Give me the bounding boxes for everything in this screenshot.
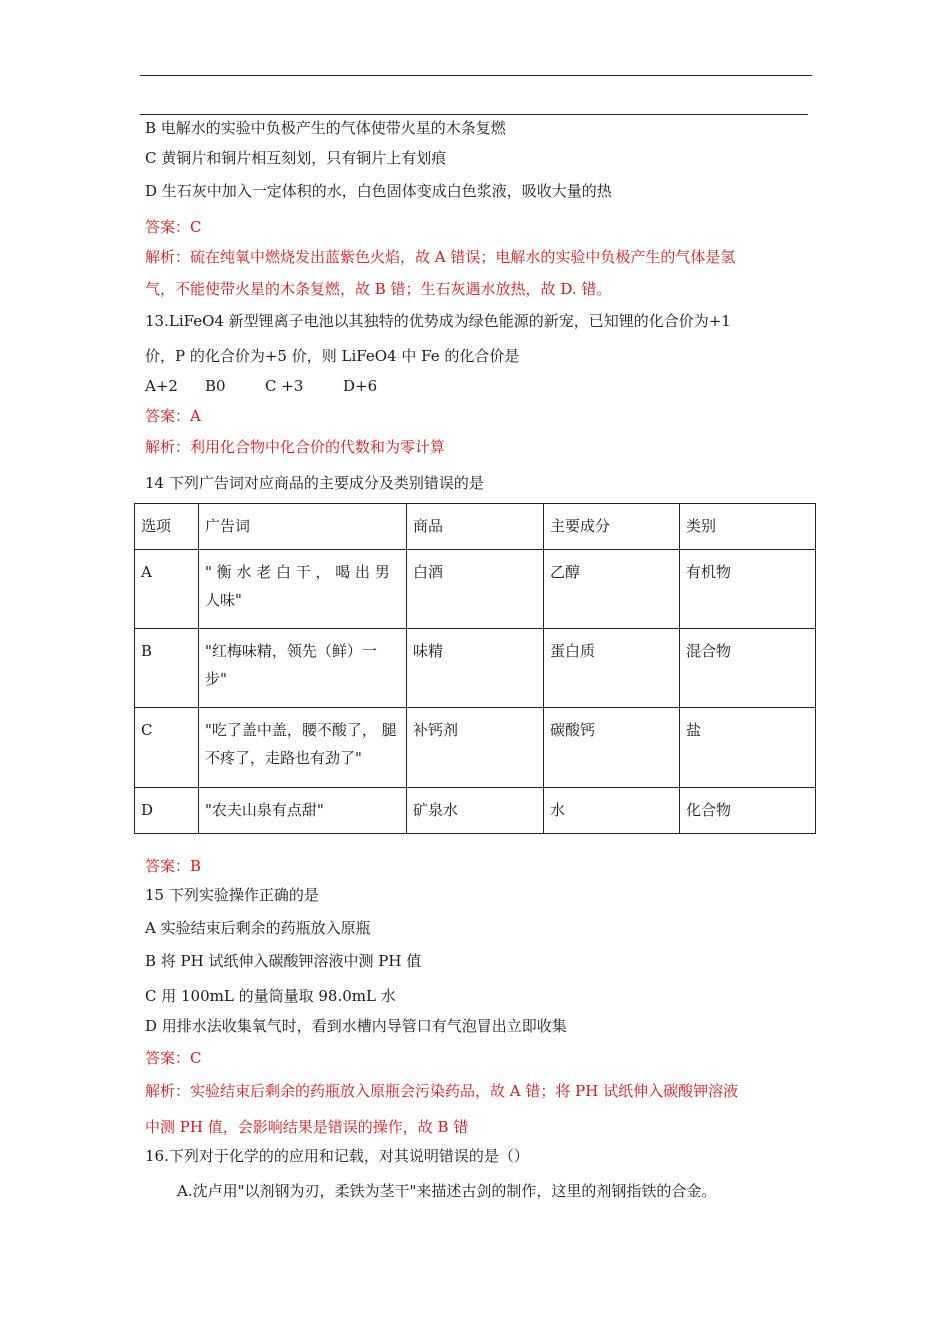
table-cell-category: 化合物: [680, 788, 816, 834]
table-cell-option: B: [135, 629, 199, 708]
q16-option-a: A.沈卢用"以剂钢为刃，柔铁为茎干"来描述古剑的制作，这里的剂钢指铁的合金。: [177, 1182, 717, 1200]
table-header-cell: 广告词: [199, 504, 407, 550]
q13-option-d: D+6: [343, 377, 378, 395]
q13-option-c: C +3: [265, 377, 304, 395]
q15-analysis-line-2: 中测 PH 值，会影响结果是错误的操作，故 B 错: [145, 1118, 469, 1136]
q14-answer: 答案：B: [145, 857, 202, 875]
q12-option-d: D 生石灰中加入一定体积的水，白色固体变成白色浆液，吸收大量的热: [145, 182, 612, 200]
table-row: [135, 550, 816, 629]
table-cell-slogan: "吃了盖中盖，腰不酸了， 腿不疼了，走路也有劲了": [199, 708, 407, 788]
table-row: [135, 629, 816, 708]
q13-answer: 答案：A: [145, 407, 201, 425]
table-cell-slogan: " 衡 水 老 白 干 ， 喝 出 男 人味": [199, 550, 407, 629]
q15-option-d: D 用排水法收集氧气时，看到水槽内导管口有气泡冒出立即收集: [145, 1017, 567, 1035]
header-rule: [140, 75, 812, 76]
q13-analysis: 解析：利用化合物中化合价的代数和为零计算: [145, 438, 446, 456]
q12-analysis-line-1: 解析：硫在纯氧中燃烧发出蓝紫色火焰，故 A 错误；电解水的实验中负极产生的气体是氢: [145, 248, 736, 266]
header-rule-secondary: [140, 114, 808, 115]
table-cell-product: 补钙剂: [407, 708, 544, 788]
table-cell-option: A: [135, 550, 199, 629]
table-row: [135, 708, 816, 788]
q15-option-b: B 将 PH 试纸伸入碳酸钾溶液中测 PH 值: [145, 952, 422, 970]
table-header-cell: 类别: [680, 504, 816, 550]
q12-option-c: C 黄铜片和铜片相互刻划，只有铜片上有划痕: [145, 149, 447, 167]
q12-option-b: B 电解水的实验中负极产生的气体使带火星的木条复燃: [145, 119, 506, 137]
q12-analysis-line-2: 气，不能使带火星的木条复燃，故 B 错；生石灰遇水放热，故 D. 错。: [145, 280, 612, 298]
table-header-cell: 选项: [135, 504, 199, 550]
table-cell-slogan: "农夫山泉有点甜": [199, 788, 407, 834]
q13-option-b: B0: [205, 377, 226, 395]
table-cell-category: 盐: [680, 708, 816, 788]
q12-answer: 答案：C: [145, 218, 202, 236]
q13-options: [145, 376, 377, 396]
table-cell-component: 碳酸钙: [544, 708, 680, 788]
table-cell-component: 蛋白质: [544, 629, 680, 708]
q15-analysis-line-1: 解析：实验结束后剩余的药瓶放入原瓶会污染药品，故 A 错；将 PH 试纸伸入碳酸钾溶液: [145, 1082, 739, 1100]
q14-table: [134, 503, 816, 834]
q15-stem: 15 下列实验操作正确的是: [145, 886, 319, 904]
q14-stem: 14 下列广告词对应商品的主要成分及类别错误的是: [145, 474, 484, 492]
table-row: [135, 788, 816, 834]
table-header-row: [135, 504, 816, 550]
table-cell-product: 白酒: [407, 550, 544, 629]
table-cell-category: 有机物: [680, 550, 816, 629]
q13-stem-line-1: 13.LiFeO4 新型锂离子电池以其独特的优势成为绿色能源的新宠，已知锂的化合价为+1: [145, 312, 731, 330]
table-header-cell: 主要成分: [544, 504, 680, 550]
table-header-cell: 商品: [407, 504, 544, 550]
table-cell-product: 味精: [407, 629, 544, 708]
q16-stem: 16.下列对于化学的的应用和记载，对其说明错误的是（）: [145, 1147, 529, 1165]
table-cell-slogan: "红梅味精，领先（鲜）一 步": [199, 629, 407, 708]
table-cell-option: D: [135, 788, 199, 834]
q13-stem-line-2: 价，P 的化合价为+5 价，则 LiFeO4 中 Fe 的化合价是: [145, 347, 520, 365]
table-cell-product: 矿泉水: [407, 788, 544, 834]
table-cell-category: 混合物: [680, 629, 816, 708]
table-cell-component: 乙醇: [544, 550, 680, 629]
q13-option-a: A+2: [145, 377, 178, 395]
q15-answer: 答案：C: [145, 1049, 202, 1067]
q15-option-a: A 实验结束后剩余的药瓶放入原瓶: [145, 919, 371, 937]
table-cell-component: 水: [544, 788, 680, 834]
table-cell-option: C: [135, 708, 199, 788]
q15-option-c: C 用 100mL 的量筒量取 98.0mL 水: [145, 987, 396, 1005]
